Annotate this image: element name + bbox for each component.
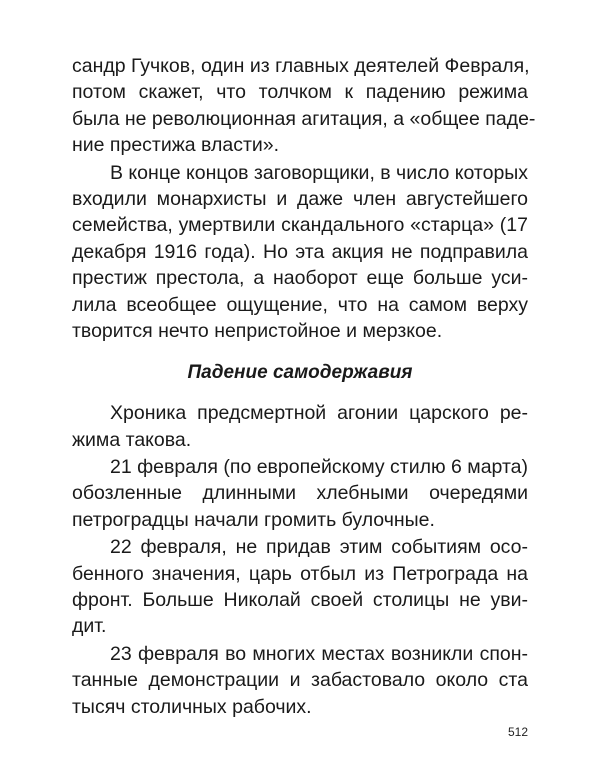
paragraph-feb-22	[72, 534, 528, 640]
text-line: тысяч столичных рабочих.	[72, 695, 312, 718]
text-line: лила всеобщее ощущение, что на самом верху	[72, 293, 528, 316]
text-line: обозленные длинными хлебными очередями	[72, 482, 528, 505]
text-line: была не революционная агитация, а «общее паде-	[72, 107, 536, 130]
text-line: семейства, умертвили скандального «старца» (17	[72, 214, 528, 237]
body-text	[72, 53, 536, 721]
text-line: престиж престола, а наоборот еще больше уси-	[72, 267, 528, 290]
paragraph-chronicle	[72, 400, 528, 453]
text-line: дит.	[72, 615, 107, 638]
paragraph-conspirators	[72, 160, 528, 345]
page-number: 512	[507, 725, 528, 739]
section-heading: Падение самодержавия	[187, 362, 413, 384]
text-line: потом скажет, что толчком к падению режима	[72, 81, 528, 104]
text-line: 23 февраля во многих местах возникли спон-	[110, 642, 528, 665]
text-line: ние престижа власти».	[72, 134, 280, 157]
text-line: Хроника предсмертной агонии царского ре-	[110, 402, 528, 425]
text-line: жима такова.	[72, 428, 192, 451]
text-line: 22 февраля, не придав этим событиям осо-	[110, 536, 528, 559]
paragraph-gurchkov	[72, 53, 536, 159]
text-line: декабря 1916 года). Но эта акция не подправила	[72, 240, 528, 263]
text-line: танные демонстрации и забастовало около ста	[72, 669, 528, 692]
text-line: сандр Гучков, один из главных деятелей Февраля,	[72, 55, 530, 77]
text-line: В конце концов заговорщики, в число которых	[110, 161, 529, 184]
text-line: фронт. Больше Николай своей столицы не уви-	[72, 589, 528, 612]
text-line: 21 февраля (по европейскому стилю 6 марта)	[110, 456, 529, 479]
text-line: входили монархисты и даже член августейшего	[72, 187, 528, 210]
text-line: творится нечто непристойное и мерзкое.	[72, 319, 443, 342]
paragraph-feb-21	[72, 454, 528, 533]
paragraph-feb-23	[72, 641, 528, 720]
text-line: петроградцы начали громить булочные.	[72, 508, 435, 531]
text-line: бенного значения, царь отбыл из Петрограда на	[72, 562, 528, 585]
